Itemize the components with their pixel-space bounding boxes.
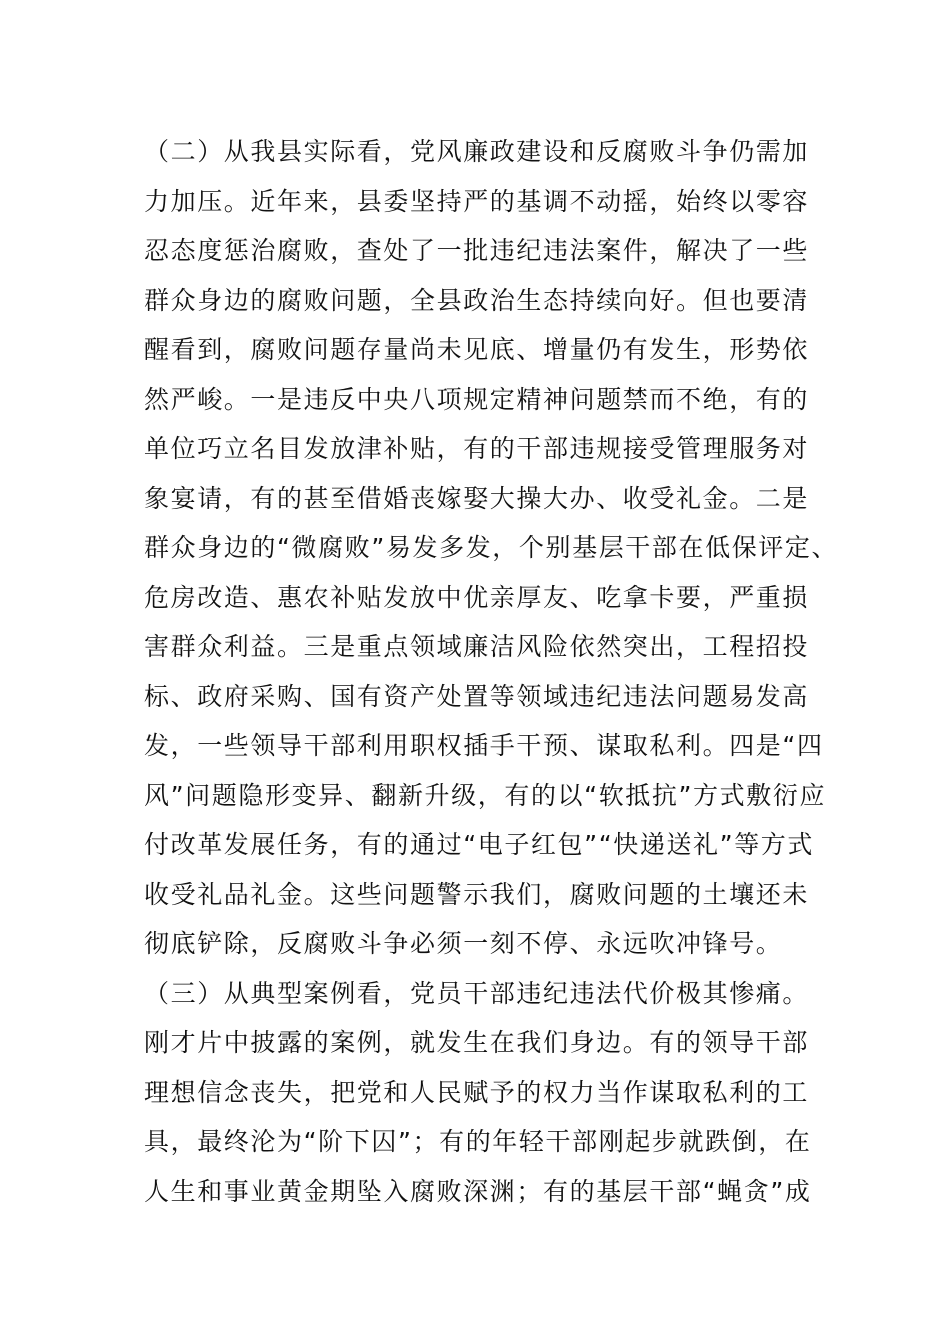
text-line: （二）从我县实际看，党风廉政建设和反腐败斗争仍需加	[144, 137, 810, 166]
text-line: 力加压。近年来，县委坚持严的基调不动摇，始终以零容	[144, 186, 810, 216]
text-line: 害群众利益。三是重点领域廉洁风险依然突出，工程招投	[144, 632, 810, 661]
text-line: 群众身边的腐败问题，全县政治生态持续向好。但也要清	[144, 285, 810, 315]
text-line: 危房改造、惠农补贴发放中优亲厚友、吃拿卡要，严重损	[144, 582, 810, 612]
text-line: （三）从典型案例看，党员干部违纪违法代价极其惨痛。	[144, 978, 810, 1008]
text-line: 彻底铲除，反腐败斗争必须一刻不停、永远吹冲锋号。	[144, 929, 783, 958]
text-line: 理想信念丧失，把党和人民赋予的权力当作谋取私利的工	[144, 1077, 810, 1107]
text-line: 标、政府采购、国有资产处置等领域违纪违法问题易发高	[144, 681, 810, 711]
text-line: 群众身边的“微腐败”易发多发，个别基层干部在低保评定、	[144, 533, 839, 562]
text-line: 收受礼品礼金。这些问题警示我们，腐败问题的土壤还未	[144, 879, 810, 909]
text-line: 人生和事业黄金期坠入腐败深渊；有的基层干部“蝇贪”成	[144, 1176, 812, 1206]
text-line: 付改革发展任务，有的通过“电子红包”“快递送礼”等方式	[144, 830, 815, 859]
text-line: 醒看到，腐败问题存量尚未见底、增量仍有发生，形势依	[144, 335, 810, 364]
text-line: 忍态度惩治腐败，查处了一批违纪违法案件，解决了一些	[144, 236, 810, 265]
text-line: 然严峻。一是违反中央八项规定精神问题禁而不绝，有的	[144, 384, 810, 414]
text-line: 象宴请，有的甚至借婚丧嫁娶大操大办、收受礼金。二是	[144, 483, 810, 513]
text-line: 单位巧立名目发放津补贴，有的干部违规接受管理服务对	[144, 434, 810, 463]
text-line: 具，最终沦为“阶下囚”；有的年轻干部刚起步就跌倒，在	[144, 1127, 812, 1156]
text-line: 刚才片中披露的案例，就发生在我们身边。有的领导干部	[144, 1028, 810, 1057]
text-line: 发，一些领导干部利用职权插手干预、谋取私利。四是“四	[144, 731, 824, 760]
text-line: 风”问题隐形变异、翻新升级，有的以“软抵抗”方式敷衍应	[144, 780, 827, 810]
